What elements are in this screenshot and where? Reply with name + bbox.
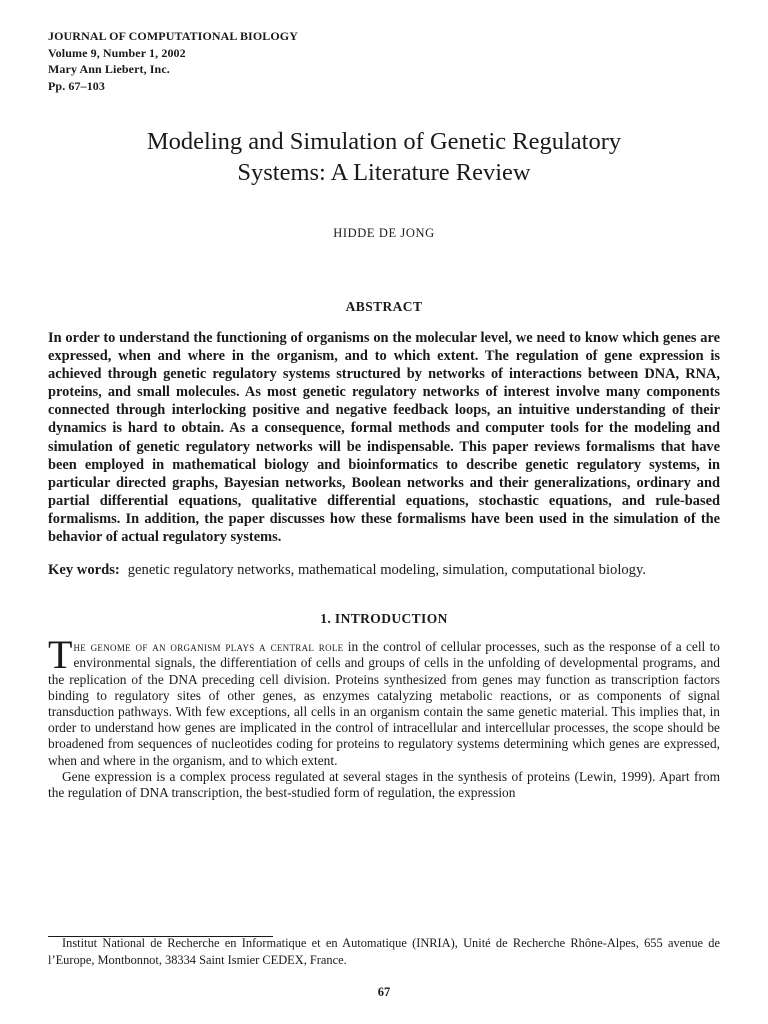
footnote-text: Institut National de Recherche en Informatique et en Automatique (INRIA), Unité de Recherche Rhône-Alpes, 655 avenue de l’Europe, Montbonnot, 38334 Saint Ismier CEDEX, France. — [48, 936, 720, 967]
introduction-smallcaps-opening: he genome of an organism plays a central role — [73, 639, 344, 655]
introduction-paragraph-2: Gene expression is a complex process regulated at several stages in the synthesis of proteins (Lewin, 1999). Apart from the regulation of DNA transcription, the best-studied form of regulation, the expression — [48, 768, 720, 801]
keywords-text: genetic regulatory networks, mathematical modeling, simulation, computational biology. — [127, 562, 646, 579]
article-author: HIDDE DE JONG — [333, 226, 435, 240]
introduction-paragraph-1 — [48, 632, 720, 769]
section-heading-introduction: 1. INTRODUCTION — [320, 611, 448, 627]
abstract-text: In order to understand the functioning of organisms on the molecular level, we need to know which genes are expressed, when and where in the organism, and to which extent. The regulation of gene expression is achieved through genetic regulatory systems structured by networks of interactions between DNA, RNA, proteins, and small molecules. As most genetic regulatory networks of interest involve many components connected through interlocking positive and negative feedback loops, an intuitive understanding of their dynamics is hard to obtain. As a consequence, formal methods and computer tools for the modeling and simulation of genetic regulatory networks will be indispensable. This paper reviews formalisms that have been employed in mathematical biology and bioinformatics to describe genetic regulatory systems, in particular directed graphs, Bayesian networks, Boolean networks and their generalizations, ordinary and partial differential equations, qualitative differential equations, stochastic equations, and rule-based formalisms. In addition, the paper discusses how these formalisms have been used in the simulation of the behavior of actual regulatory systems. — [48, 330, 720, 546]
journal-name: JOURNAL OF COMPUTATIONAL BIOLOGY — [48, 29, 298, 43]
journal-volume: Volume 9, Number 1, 2002 — [48, 45, 186, 60]
abstract-heading: ABSTRACT — [345, 299, 423, 314]
article-title — [48, 126, 720, 188]
page-number: 67 — [377, 985, 391, 999]
keywords — [48, 561, 720, 579]
journal-publisher: Mary Ann Liebert, Inc. — [48, 62, 170, 76]
introduction-body — [48, 632, 720, 801]
keywords-label: Key words: — [48, 562, 120, 579]
drop-cap: T — [48, 632, 73, 678]
introduction-paragraph-1-text: in the control of cellular processes, such as the response of a cell to environmental signals, the differentiation of cells and groups of cells in the unfolding of developmental programs, and the replication of the DNA preceding cell division. Proteins synthesized from genes may function as transcription factors binding to regulatory sites of other genes, as enzymes catalyzing metabolic reactions, or as components of signal transduction pathways. With few exceptions, all cells in an organism contain the same genetic material. This implies that, in order to understand how genes are implicated in the control of intracellular and intercellular processes, the scope should be broadened from sequences of nucleotides coding for proteins to regulatory systems determining which genes are expressed, when and where in the organism, and to which extent. — [48, 639, 720, 768]
footnote — [48, 935, 720, 969]
journal-pages: Pp. 67–103 — [48, 78, 106, 93]
journal-header — [48, 28, 720, 94]
article-title-line-2: Systems: A Literature Review — [237, 159, 531, 186]
article-title-line-1: Modeling and Simulation of Genetic Regulatory — [146, 128, 622, 155]
page-body — [48, 28, 720, 801]
